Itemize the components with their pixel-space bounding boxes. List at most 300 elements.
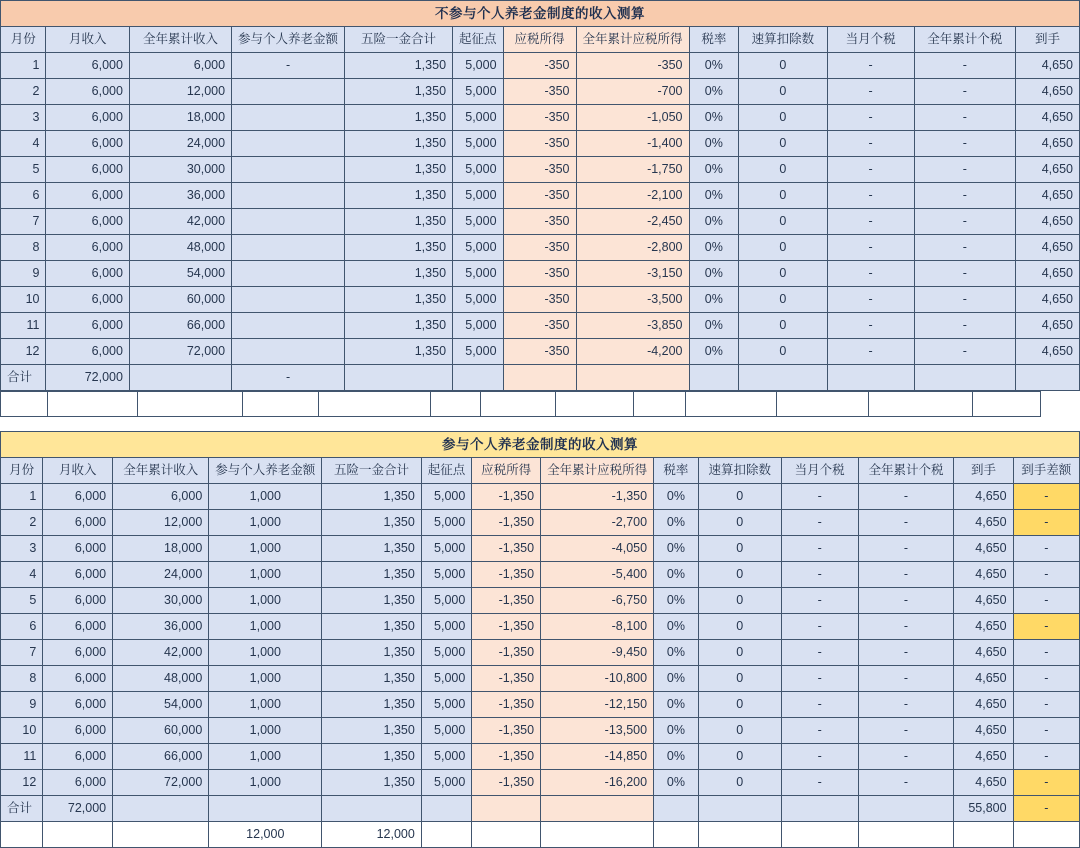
cell-taxable[interactable] xyxy=(472,822,541,848)
cell-pension[interactable]: 1,000 xyxy=(209,562,322,588)
cell-month-tax[interactable] xyxy=(827,365,914,391)
col-header-cum-taxable[interactable]: 全年累计应税所得 xyxy=(541,458,654,484)
cell-month[interactable]: 2 xyxy=(1,510,43,536)
cell-pension[interactable]: 1,000 xyxy=(209,614,322,640)
cell-threshold[interactable]: 5,000 xyxy=(421,692,472,718)
cell-income[interactable]: 6,000 xyxy=(43,744,113,770)
cell-taxable[interactable]: -350 xyxy=(503,131,576,157)
cell-income[interactable]: 6,000 xyxy=(43,692,113,718)
cell-insurance[interactable] xyxy=(322,796,422,822)
cell-quick-deduct[interactable]: 0 xyxy=(739,261,827,287)
col-header-income[interactable]: 月收入 xyxy=(43,458,113,484)
cell-rate[interactable] xyxy=(654,822,699,848)
cell-threshold[interactable] xyxy=(421,822,472,848)
cell-net[interactable]: 4,650 xyxy=(954,666,1013,692)
cell-cum-tax[interactable]: - xyxy=(858,562,954,588)
cell-cum-taxable[interactable]: -2,700 xyxy=(541,510,654,536)
cell-quick-deduct[interactable]: 0 xyxy=(739,209,827,235)
cell-threshold[interactable]: 5,000 xyxy=(421,484,472,510)
cell-net[interactable]: 4,650 xyxy=(1015,79,1079,105)
cell-pension[interactable] xyxy=(232,131,345,157)
cell-month[interactable]: 合计 xyxy=(1,365,46,391)
col-header-threshold[interactable]: 起征点 xyxy=(453,27,504,53)
cell-month[interactable]: 11 xyxy=(1,744,43,770)
cell-quick-deduct[interactable]: 0 xyxy=(698,614,781,640)
cell-threshold[interactable]: 5,000 xyxy=(421,640,472,666)
cell-month[interactable]: 4 xyxy=(1,131,46,157)
cell-quick-deduct[interactable]: 0 xyxy=(698,562,781,588)
cell-cum-income[interactable]: 6,000 xyxy=(129,53,231,79)
cell-rate[interactable]: 0% xyxy=(689,131,739,157)
cell-cum-taxable[interactable]: -10,800 xyxy=(541,666,654,692)
cell-pension[interactable]: 1,000 xyxy=(209,484,322,510)
cell-net[interactable] xyxy=(1015,365,1079,391)
cell-taxable[interactable]: -1,350 xyxy=(472,562,541,588)
blank-cell[interactable] xyxy=(556,392,634,417)
cell-taxable[interactable] xyxy=(503,365,576,391)
cell-income[interactable]: 6,000 xyxy=(46,209,129,235)
cell-quick-deduct[interactable]: 0 xyxy=(698,718,781,744)
cell-rate[interactable]: 0% xyxy=(689,287,739,313)
cell-insurance[interactable]: 1,350 xyxy=(345,131,453,157)
cell-threshold[interactable]: 5,000 xyxy=(453,209,504,235)
cell-quick-deduct[interactable]: 0 xyxy=(739,131,827,157)
cell-cum-taxable[interactable]: -2,450 xyxy=(576,209,689,235)
cell-month[interactable]: 9 xyxy=(1,692,43,718)
cell-net[interactable]: 4,650 xyxy=(954,640,1013,666)
cell-cum-tax[interactable]: - xyxy=(914,313,1015,339)
cell-cum-income[interactable]: 18,000 xyxy=(129,105,231,131)
cell-taxable[interactable]: -1,350 xyxy=(472,484,541,510)
cell-cum-taxable[interactable]: -8,100 xyxy=(541,614,654,640)
cell-month-tax[interactable]: - xyxy=(827,261,914,287)
cell-income[interactable]: 6,000 xyxy=(46,157,129,183)
cell-insurance[interactable]: 1,350 xyxy=(322,588,422,614)
cell-cum-tax[interactable]: - xyxy=(858,692,954,718)
cell-insurance[interactable]: 12,000 xyxy=(322,822,422,848)
cell-net-diff[interactable] xyxy=(1013,822,1079,848)
cell-pension[interactable] xyxy=(232,183,345,209)
cell-threshold[interactable]: 5,000 xyxy=(421,510,472,536)
cell-rate[interactable]: 0% xyxy=(689,53,739,79)
cell-income[interactable]: 6,000 xyxy=(43,640,113,666)
cell-taxable[interactable]: -350 xyxy=(503,79,576,105)
cell-taxable[interactable]: -350 xyxy=(503,261,576,287)
blank-cell[interactable] xyxy=(1,392,48,417)
cell-quick-deduct[interactable]: 0 xyxy=(739,235,827,261)
col-header-rate[interactable]: 税率 xyxy=(654,458,699,484)
cell-taxable[interactable]: -350 xyxy=(503,313,576,339)
cell-net-diff[interactable]: - xyxy=(1013,796,1079,822)
cell-cum-tax[interactable]: - xyxy=(914,261,1015,287)
col-header-cum-taxable[interactable]: 全年累计应税所得 xyxy=(576,27,689,53)
cell-insurance[interactable]: 1,350 xyxy=(322,770,422,796)
col-header-threshold[interactable]: 起征点 xyxy=(421,458,472,484)
cell-pension[interactable] xyxy=(232,209,345,235)
col-header-month[interactable]: 月份 xyxy=(1,458,43,484)
cell-cum-tax[interactable]: - xyxy=(914,183,1015,209)
cell-cum-income[interactable] xyxy=(113,822,209,848)
cell-insurance[interactable]: 1,350 xyxy=(345,209,453,235)
cell-net[interactable]: 4,650 xyxy=(1015,183,1079,209)
cell-net-diff[interactable]: - xyxy=(1013,562,1079,588)
cell-cum-income[interactable]: 30,000 xyxy=(113,588,209,614)
cell-net-diff[interactable]: - xyxy=(1013,770,1079,796)
cell-cum-tax[interactable]: - xyxy=(914,235,1015,261)
cell-month-tax[interactable]: - xyxy=(781,536,858,562)
cell-cum-taxable[interactable]: -1,750 xyxy=(576,157,689,183)
cell-quick-deduct[interactable]: 0 xyxy=(739,287,827,313)
cell-insurance[interactable]: 1,350 xyxy=(345,183,453,209)
blank-cell[interactable] xyxy=(48,392,138,417)
cell-quick-deduct[interactable]: 0 xyxy=(698,588,781,614)
col-header-cum-income[interactable]: 全年累计收入 xyxy=(113,458,209,484)
cell-taxable[interactable]: -1,350 xyxy=(472,718,541,744)
cell-threshold[interactable]: 5,000 xyxy=(421,744,472,770)
cell-rate[interactable]: 0% xyxy=(654,770,699,796)
cell-month-tax[interactable] xyxy=(781,822,858,848)
cell-pension[interactable]: 1,000 xyxy=(209,666,322,692)
col-header-month-tax[interactable]: 当月个税 xyxy=(827,27,914,53)
col-header-taxable[interactable]: 应税所得 xyxy=(503,27,576,53)
cell-pension[interactable] xyxy=(232,235,345,261)
cell-insurance[interactable]: 1,350 xyxy=(322,484,422,510)
cell-net[interactable]: 4,650 xyxy=(954,510,1013,536)
col-header-insurance[interactable]: 五险一金合计 xyxy=(322,458,422,484)
cell-month[interactable]: 12 xyxy=(1,339,46,365)
col-header-income[interactable]: 月收入 xyxy=(46,27,129,53)
cell-income[interactable]: 6,000 xyxy=(43,484,113,510)
cell-pension[interactable]: 1,000 xyxy=(209,640,322,666)
cell-rate[interactable]: 0% xyxy=(689,157,739,183)
cell-rate[interactable]: 0% xyxy=(689,261,739,287)
cell-month-tax[interactable]: - xyxy=(827,53,914,79)
cell-cum-income[interactable]: 24,000 xyxy=(113,562,209,588)
cell-cum-tax[interactable]: - xyxy=(914,287,1015,313)
cell-cum-income[interactable] xyxy=(113,796,209,822)
cell-month[interactable]: 6 xyxy=(1,614,43,640)
cell-cum-income[interactable]: 24,000 xyxy=(129,131,231,157)
cell-net[interactable]: 4,650 xyxy=(954,588,1013,614)
cell-cum-tax[interactable]: - xyxy=(914,105,1015,131)
cell-insurance[interactable]: 1,350 xyxy=(322,640,422,666)
col-header-month[interactable]: 月份 xyxy=(1,27,46,53)
cell-pension[interactable]: - xyxy=(232,365,345,391)
cell-net[interactable]: 4,650 xyxy=(954,770,1013,796)
cell-rate[interactable]: 0% xyxy=(689,339,739,365)
cell-taxable[interactable]: -350 xyxy=(503,105,576,131)
cell-pension[interactable] xyxy=(232,261,345,287)
cell-pension[interactable] xyxy=(232,79,345,105)
cell-rate[interactable]: 0% xyxy=(654,588,699,614)
cell-threshold[interactable]: 5,000 xyxy=(421,770,472,796)
cell-income[interactable]: 6,000 xyxy=(46,53,129,79)
cell-month-tax[interactable]: - xyxy=(781,744,858,770)
cell-rate[interactable]: 0% xyxy=(689,105,739,131)
cell-net[interactable]: 4,650 xyxy=(954,536,1013,562)
cell-month[interactable]: 10 xyxy=(1,287,46,313)
cell-cum-tax[interactable]: - xyxy=(858,666,954,692)
cell-cum-taxable[interactable]: -4,050 xyxy=(541,536,654,562)
cell-cum-income[interactable]: 66,000 xyxy=(129,313,231,339)
cell-income[interactable]: 6,000 xyxy=(43,666,113,692)
cell-net[interactable]: 4,650 xyxy=(1015,261,1079,287)
cell-quick-deduct[interactable]: 0 xyxy=(698,666,781,692)
cell-threshold[interactable]: 5,000 xyxy=(453,157,504,183)
cell-cum-tax[interactable]: - xyxy=(914,157,1015,183)
col-header-insurance[interactable]: 五险一金合计 xyxy=(345,27,453,53)
cell-cum-taxable[interactable]: -3,500 xyxy=(576,287,689,313)
cell-month[interactable]: 7 xyxy=(1,640,43,666)
col-header-net[interactable]: 到手 xyxy=(954,458,1013,484)
cell-net-diff[interactable]: - xyxy=(1013,536,1079,562)
cell-pension[interactable] xyxy=(209,796,322,822)
cell-month[interactable] xyxy=(1,822,43,848)
cell-quick-deduct[interactable]: 0 xyxy=(739,339,827,365)
cell-cum-tax[interactable]: - xyxy=(858,640,954,666)
cell-net-diff[interactable]: - xyxy=(1013,588,1079,614)
cell-insurance[interactable]: 1,350 xyxy=(322,510,422,536)
cell-threshold[interactable] xyxy=(453,365,504,391)
cell-threshold[interactable]: 5,000 xyxy=(421,614,472,640)
cell-quick-deduct[interactable]: 0 xyxy=(698,640,781,666)
cell-quick-deduct[interactable]: 0 xyxy=(739,79,827,105)
cell-net[interactable]: 4,650 xyxy=(1015,157,1079,183)
cell-cum-taxable[interactable]: -700 xyxy=(576,79,689,105)
cell-rate[interactable]: 0% xyxy=(654,718,699,744)
col-header-cum-tax[interactable]: 全年累计个税 xyxy=(914,27,1015,53)
cell-income[interactable] xyxy=(43,822,113,848)
cell-cum-tax[interactable]: - xyxy=(858,770,954,796)
cell-net[interactable]: 4,650 xyxy=(1015,287,1079,313)
cell-cum-tax[interactable]: - xyxy=(858,484,954,510)
cell-threshold[interactable]: 5,000 xyxy=(453,313,504,339)
cell-threshold[interactable]: 5,000 xyxy=(453,261,504,287)
cell-income[interactable]: 6,000 xyxy=(46,313,129,339)
cell-rate[interactable]: 0% xyxy=(689,209,739,235)
cell-net[interactable]: 4,650 xyxy=(954,484,1013,510)
cell-cum-tax[interactable]: - xyxy=(914,339,1015,365)
cell-rate[interactable]: 0% xyxy=(654,484,699,510)
cell-taxable[interactable]: -350 xyxy=(503,287,576,313)
blank-cell[interactable] xyxy=(481,392,556,417)
cell-cum-taxable[interactable]: -14,850 xyxy=(541,744,654,770)
cell-month-tax[interactable]: - xyxy=(781,510,858,536)
cell-net[interactable]: 4,650 xyxy=(1015,209,1079,235)
cell-month-tax[interactable]: - xyxy=(827,79,914,105)
cell-cum-taxable[interactable]: -1,350 xyxy=(541,484,654,510)
cell-rate[interactable] xyxy=(689,365,739,391)
cell-cum-tax[interactable]: - xyxy=(858,614,954,640)
cell-month[interactable]: 7 xyxy=(1,209,46,235)
cell-threshold[interactable] xyxy=(421,796,472,822)
cell-insurance[interactable]: 1,350 xyxy=(345,313,453,339)
cell-income[interactable]: 6,000 xyxy=(43,718,113,744)
cell-cum-taxable[interactable]: -5,400 xyxy=(541,562,654,588)
cell-quick-deduct[interactable] xyxy=(698,822,781,848)
cell-income[interactable]: 6,000 xyxy=(46,261,129,287)
cell-cum-income[interactable]: 12,000 xyxy=(129,79,231,105)
cell-insurance[interactable]: 1,350 xyxy=(345,287,453,313)
cell-threshold[interactable]: 5,000 xyxy=(421,536,472,562)
col-header-net-diff[interactable]: 到手差额 xyxy=(1013,458,1079,484)
cell-quick-deduct[interactable]: 0 xyxy=(739,105,827,131)
cell-net[interactable]: 4,650 xyxy=(1015,313,1079,339)
cell-taxable[interactable]: -1,350 xyxy=(472,640,541,666)
cell-cum-income[interactable]: 60,000 xyxy=(129,287,231,313)
cell-cum-taxable[interactable]: -13,500 xyxy=(541,718,654,744)
cell-month[interactable]: 8 xyxy=(1,235,46,261)
cell-cum-taxable[interactable]: -16,200 xyxy=(541,770,654,796)
cell-net-diff[interactable]: - xyxy=(1013,484,1079,510)
cell-month-tax[interactable]: - xyxy=(827,235,914,261)
cell-cum-income[interactable]: 48,000 xyxy=(129,235,231,261)
cell-pension[interactable]: 1,000 xyxy=(209,536,322,562)
cell-insurance[interactable]: 1,350 xyxy=(322,562,422,588)
cell-month-tax[interactable]: - xyxy=(781,692,858,718)
cell-cum-taxable[interactable]: -2,800 xyxy=(576,235,689,261)
cell-month[interactable]: 5 xyxy=(1,588,43,614)
cell-taxable[interactable]: -1,350 xyxy=(472,692,541,718)
cell-pension[interactable]: 1,000 xyxy=(209,510,322,536)
cell-rate[interactable]: 0% xyxy=(654,614,699,640)
cell-insurance[interactable]: 1,350 xyxy=(322,666,422,692)
cell-cum-taxable[interactable] xyxy=(541,796,654,822)
cell-month-tax[interactable] xyxy=(781,796,858,822)
cell-month[interactable]: 9 xyxy=(1,261,46,287)
cell-month-tax[interactable]: - xyxy=(781,718,858,744)
col-header-quick-deduct[interactable]: 速算扣除数 xyxy=(739,27,827,53)
cell-threshold[interactable]: 5,000 xyxy=(421,666,472,692)
cell-cum-income[interactable]: 42,000 xyxy=(113,640,209,666)
cell-income[interactable]: 6,000 xyxy=(43,588,113,614)
cell-insurance[interactable]: 1,350 xyxy=(322,692,422,718)
cell-insurance[interactable] xyxy=(345,365,453,391)
cell-pension[interactable]: 1,000 xyxy=(209,588,322,614)
cell-cum-taxable[interactable]: -3,850 xyxy=(576,313,689,339)
cell-cum-tax[interactable]: - xyxy=(858,718,954,744)
cell-net[interactable]: 4,650 xyxy=(1015,131,1079,157)
cell-income[interactable]: 6,000 xyxy=(46,339,129,365)
cell-quick-deduct[interactable] xyxy=(739,365,827,391)
cell-cum-taxable[interactable]: -12,150 xyxy=(541,692,654,718)
cell-cum-tax[interactable]: - xyxy=(914,131,1015,157)
cell-month-tax[interactable]: - xyxy=(781,588,858,614)
cell-quick-deduct[interactable]: 0 xyxy=(698,744,781,770)
cell-net[interactable]: 55,800 xyxy=(954,796,1013,822)
cell-cum-taxable[interactable]: -6,750 xyxy=(541,588,654,614)
cell-pension[interactable] xyxy=(232,339,345,365)
cell-taxable[interactable]: -1,350 xyxy=(472,614,541,640)
cell-threshold[interactable]: 5,000 xyxy=(453,339,504,365)
cell-pension[interactable]: 1,000 xyxy=(209,692,322,718)
cell-month[interactable]: 合计 xyxy=(1,796,43,822)
cell-quick-deduct[interactable]: 0 xyxy=(739,53,827,79)
cell-month-tax[interactable]: - xyxy=(781,562,858,588)
cell-threshold[interactable]: 5,000 xyxy=(421,588,472,614)
cell-quick-deduct[interactable] xyxy=(698,796,781,822)
cell-cum-tax[interactable] xyxy=(858,796,954,822)
cell-month-tax[interactable]: - xyxy=(781,770,858,796)
cell-insurance[interactable]: 1,350 xyxy=(345,53,453,79)
cell-insurance[interactable]: 1,350 xyxy=(322,536,422,562)
cell-insurance[interactable]: 1,350 xyxy=(345,339,453,365)
cell-month[interactable]: 12 xyxy=(1,770,43,796)
cell-rate[interactable]: 0% xyxy=(654,510,699,536)
cell-rate[interactable]: 0% xyxy=(654,744,699,770)
blank-cell[interactable] xyxy=(319,392,431,417)
cell-threshold[interactable]: 5,000 xyxy=(453,183,504,209)
cell-taxable[interactable]: -1,350 xyxy=(472,510,541,536)
cell-pension[interactable]: 1,000 xyxy=(209,718,322,744)
cell-month[interactable]: 10 xyxy=(1,718,43,744)
cell-taxable[interactable]: -350 xyxy=(503,53,576,79)
cell-quick-deduct[interactable]: 0 xyxy=(739,313,827,339)
cell-cum-income[interactable]: 36,000 xyxy=(113,614,209,640)
cell-cum-taxable[interactable] xyxy=(576,365,689,391)
cell-taxable[interactable]: -1,350 xyxy=(472,744,541,770)
blank-cell[interactable] xyxy=(431,392,481,417)
cell-month[interactable]: 2 xyxy=(1,79,46,105)
cell-taxable[interactable]: -1,350 xyxy=(472,588,541,614)
col-header-pension[interactable]: 参与个人养老金额 xyxy=(209,458,322,484)
blank-cell[interactable] xyxy=(243,392,319,417)
cell-rate[interactable]: 0% xyxy=(689,235,739,261)
cell-quick-deduct[interactable]: 0 xyxy=(698,770,781,796)
cell-cum-income[interactable]: 54,000 xyxy=(113,692,209,718)
cell-taxable[interactable]: -350 xyxy=(503,339,576,365)
cell-pension[interactable] xyxy=(232,157,345,183)
cell-cum-tax[interactable]: - xyxy=(914,79,1015,105)
col-header-month-tax[interactable]: 当月个税 xyxy=(781,458,858,484)
cell-net-diff[interactable]: - xyxy=(1013,666,1079,692)
cell-cum-tax[interactable] xyxy=(858,822,954,848)
cell-cum-taxable[interactable]: -2,100 xyxy=(576,183,689,209)
cell-net[interactable]: 4,650 xyxy=(1015,105,1079,131)
cell-cum-tax[interactable]: - xyxy=(858,744,954,770)
cell-cum-income[interactable]: 36,000 xyxy=(129,183,231,209)
cell-cum-tax[interactable]: - xyxy=(914,53,1015,79)
cell-month-tax[interactable]: - xyxy=(827,131,914,157)
cell-insurance[interactable]: 1,350 xyxy=(345,79,453,105)
cell-pension[interactable] xyxy=(232,105,345,131)
cell-net[interactable] xyxy=(954,822,1013,848)
blank-cell[interactable] xyxy=(869,392,973,417)
cell-month-tax[interactable]: - xyxy=(827,313,914,339)
cell-month[interactable]: 4 xyxy=(1,562,43,588)
cell-income[interactable]: 72,000 xyxy=(46,365,129,391)
cell-income[interactable]: 6,000 xyxy=(43,770,113,796)
blank-cell[interactable] xyxy=(634,392,686,417)
cell-threshold[interactable]: 5,000 xyxy=(453,235,504,261)
cell-month[interactable]: 3 xyxy=(1,105,46,131)
cell-cum-taxable[interactable]: -1,050 xyxy=(576,105,689,131)
cell-cum-tax[interactable]: - xyxy=(858,588,954,614)
cell-cum-income[interactable] xyxy=(129,365,231,391)
cell-cum-taxable[interactable]: -3,150 xyxy=(576,261,689,287)
cell-income[interactable]: 6,000 xyxy=(46,235,129,261)
cell-cum-taxable[interactable]: -9,450 xyxy=(541,640,654,666)
cell-pension[interactable]: - xyxy=(232,53,345,79)
cell-quick-deduct[interactable]: 0 xyxy=(698,484,781,510)
cell-threshold[interactable]: 5,000 xyxy=(453,287,504,313)
cell-taxable[interactable]: -1,350 xyxy=(472,770,541,796)
cell-insurance[interactable]: 1,350 xyxy=(322,718,422,744)
cell-cum-income[interactable]: 72,000 xyxy=(113,770,209,796)
cell-cum-taxable[interactable]: -4,200 xyxy=(576,339,689,365)
cell-quick-deduct[interactable]: 0 xyxy=(698,510,781,536)
cell-threshold[interactable]: 5,000 xyxy=(421,562,472,588)
